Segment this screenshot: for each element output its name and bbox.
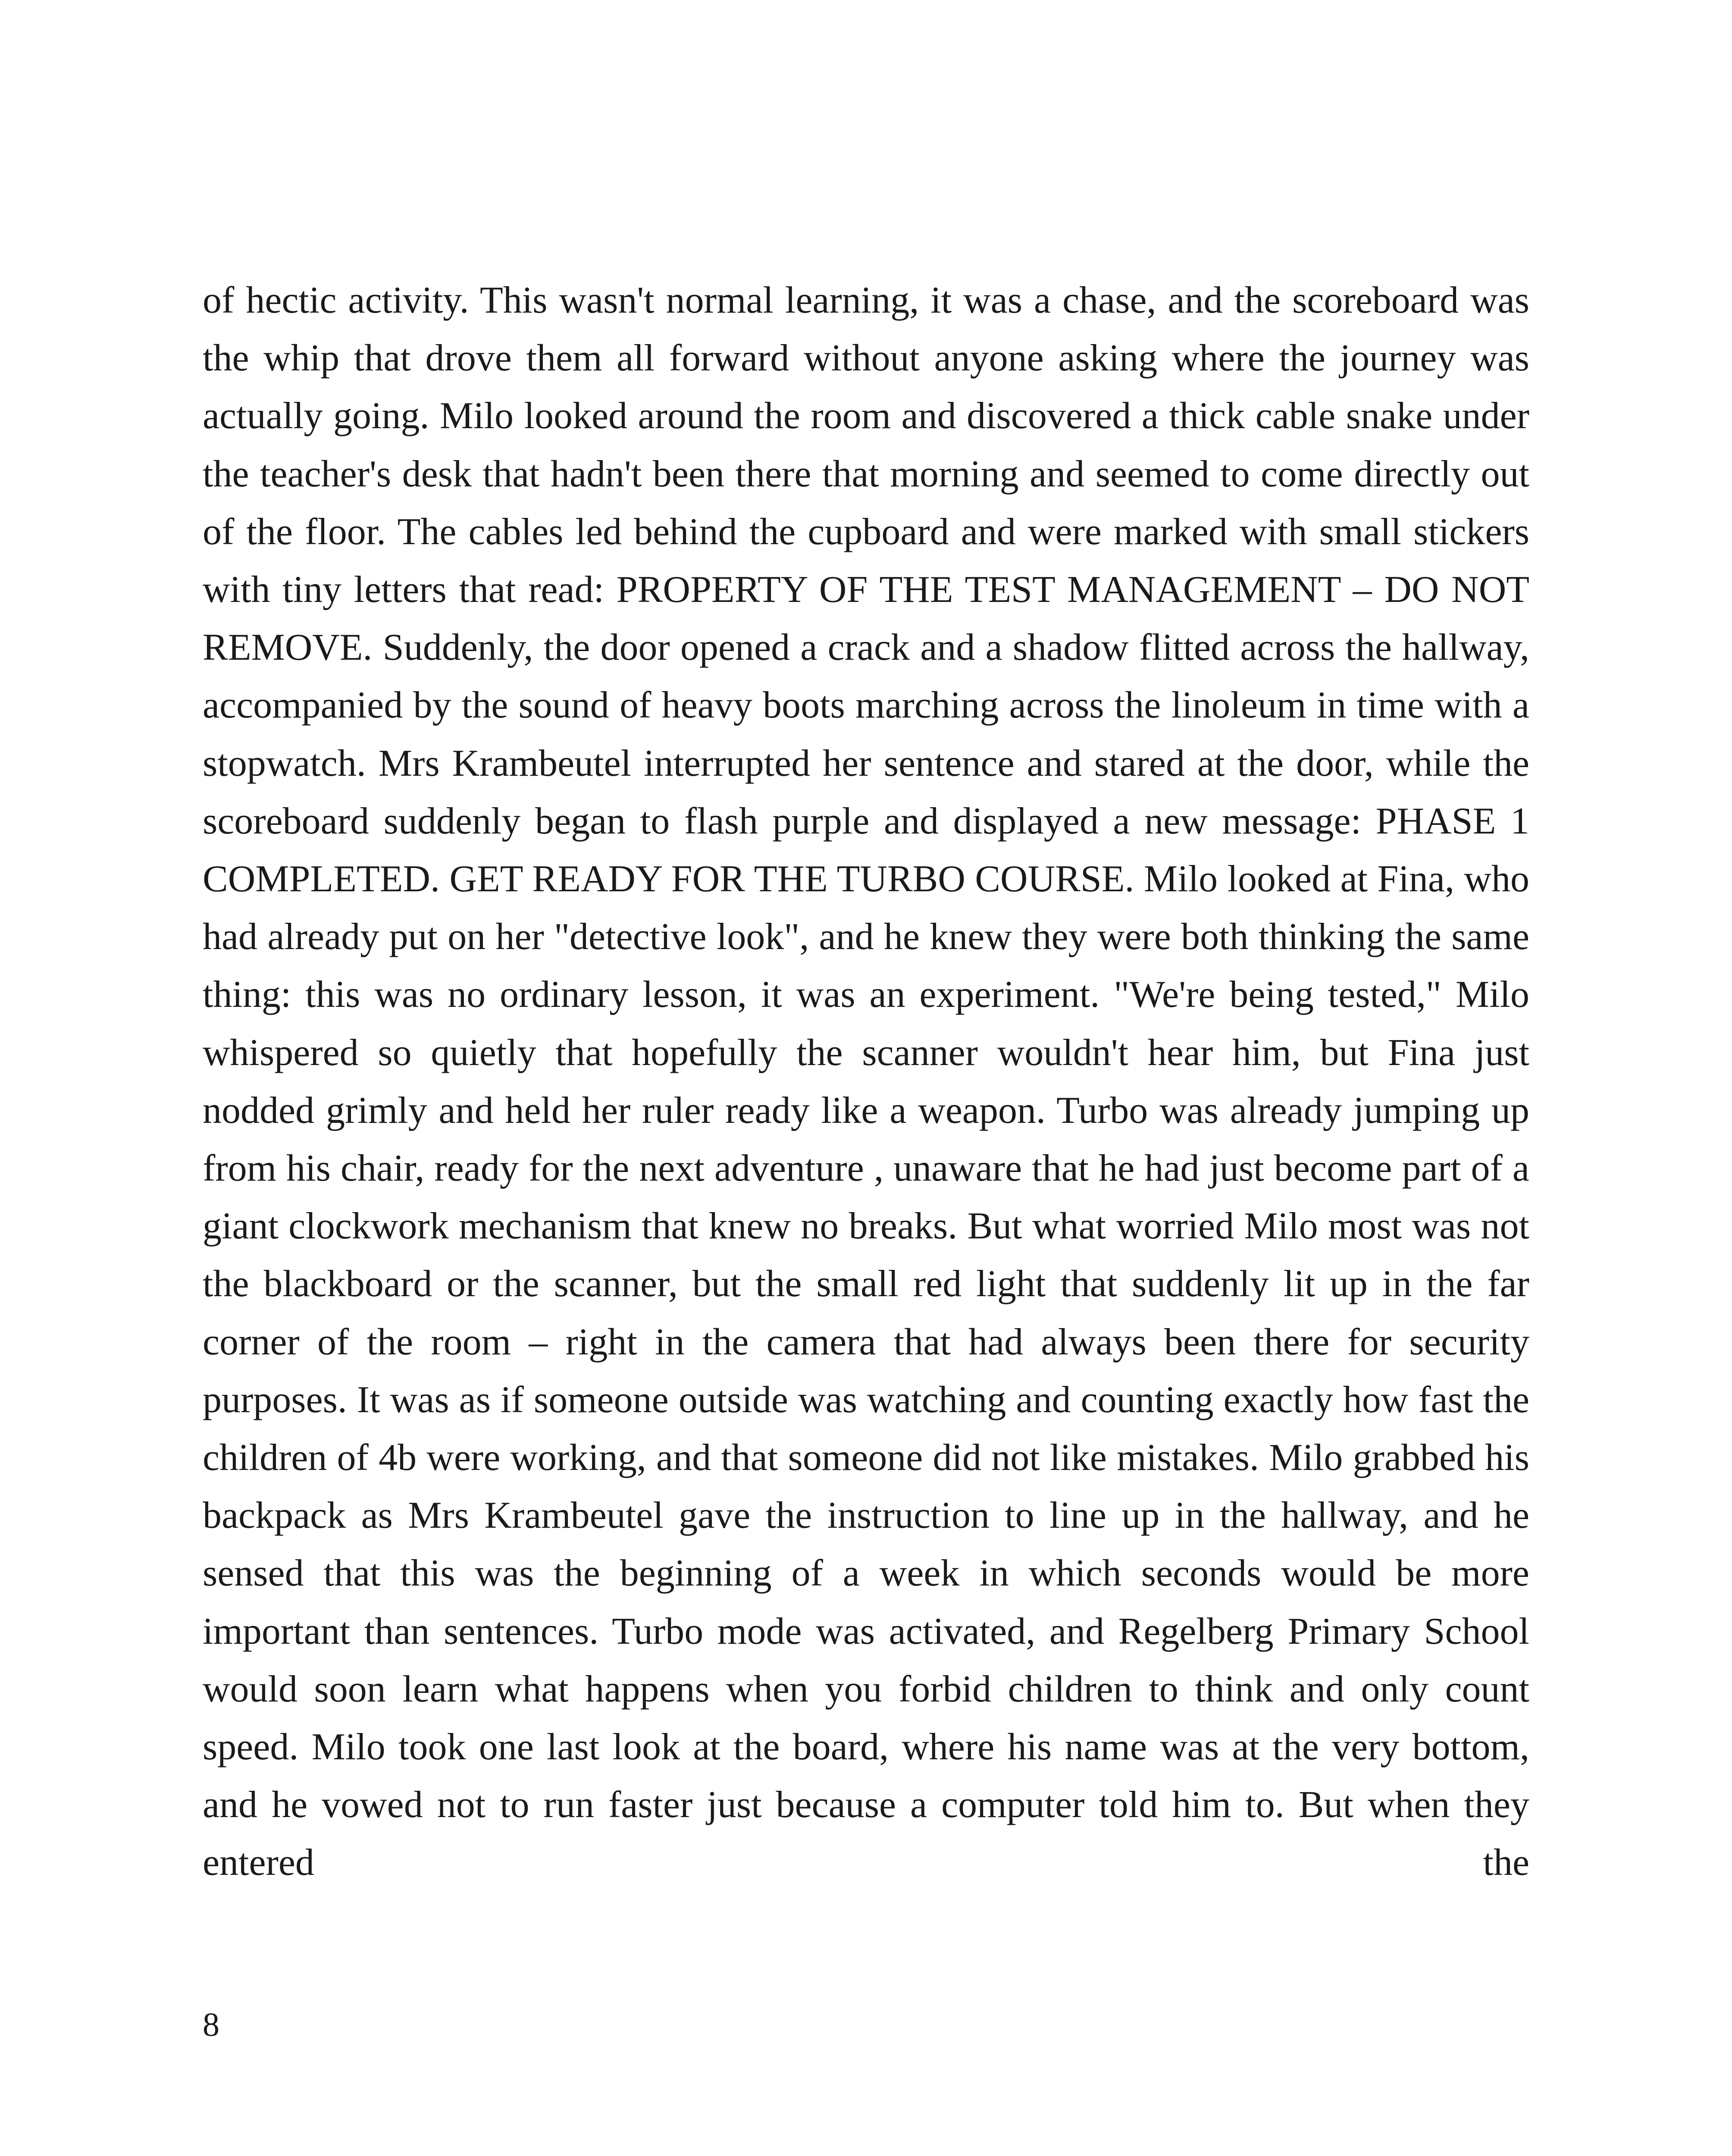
page-number: 8 <box>203 2006 219 2043</box>
body-paragraph: of hectic activity. This wasn't normal learning, it was a chase, and the scoreboard was the whip that drove them all forward without anyone asking where the journey was actually going. Milo looked around the room and discovered a thick cable snake under the teacher's desk that hadn't been there that morning and seemed to come directly out of the floor. The cables led behind the cupboard and were marked with small stickers with tiny letters that read: PROPERTY OF THE TEST MANAGEMENT – DO NOT REMOVE. Suddenly, the door opened a crack and a shadow flitted across the hallway, accompanied by the sound of heavy boots marching across the linoleum in time with a stopwatch. Mrs Krambeutel interrupted her sentence and stared at the door, while the scoreboard suddenly began to flash purple and displayed a new message: PHASE 1 COMPLETED. GET READY FOR THE TURBO COURSE. Milo looked at Fina, who had already put on her "detective look", and he knew they were both thinking the same thing: this was no ordinary lesson, it was an experiment. "We're being tested," Milo whispered so quietly that hopefully the scanner wouldn't hear him, but Fina just nodded grimly and held her ruler ready like a weapon. Turbo was already jumping up from his chair, ready for the next adventure , unaware that he had just become part of a giant clockwork mechanism that knew no breaks. But what worried Milo most was not the blackboard or the scanner, but the small red light that suddenly lit up in the far corner of the room – right in the camera that had always been there for security purposes. It was as if someone outside was watching and counting exactly how fast the children of 4b were working, and that someone did not like mistakes. Milo grabbed his backpack as Mrs Krambeutel gave the instruction to line up in the hallway, and he sensed that this was the beginning of a week in which seconds would be more important than sentences. Turbo mode was activated, and Regelberg Primary School would soon learn what happens when you forbid children to think and only count speed. Milo took one last look at the board, where his name was at the very bottom, and he vowed not to run faster just because a computer told him to. But when they entered the <box>203 279 1529 1884</box>
